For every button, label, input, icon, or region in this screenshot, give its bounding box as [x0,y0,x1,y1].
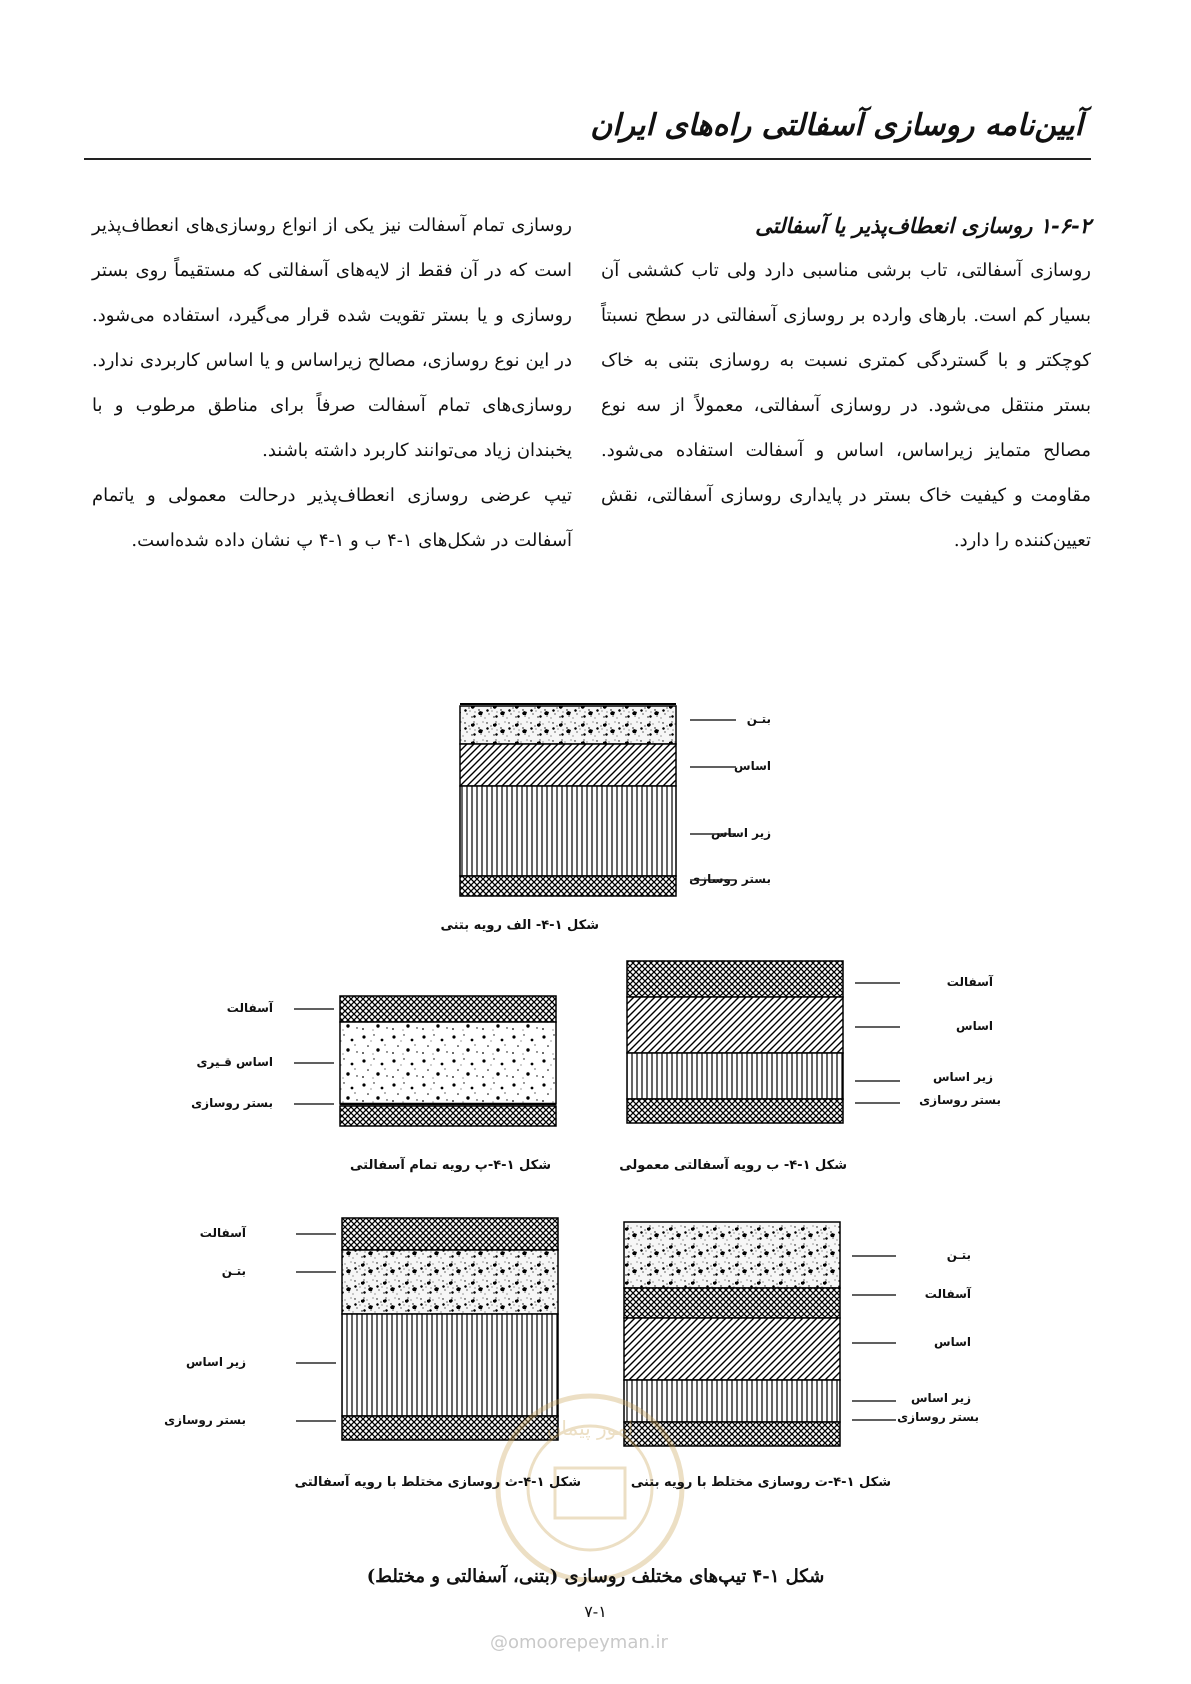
figure-be-label-4: بستر روسازی [919,1093,1001,1107]
figure-be-label-3: زیر اساس [932,1070,993,1084]
figure-se-label-4: بستر روسازی [164,1413,246,1427]
figure-be-layer-subgrade [627,1099,843,1123]
figure-pe [294,996,556,1126]
figure-be-label-2: اساس [956,1019,993,1033]
figure-alef-label-2: اساس [734,759,771,773]
figure-te-label-4: زیر اساس [910,1391,971,1405]
figure-alef-layer-subgrade [460,876,676,896]
figure-te [624,1222,896,1446]
figure-se-layer-concrete [342,1250,558,1314]
figure-se-label-2: بتـن [221,1264,246,1278]
figure-pe-caption: شکل ۱-۴-پ رویه تمام آسفالتی [350,1158,551,1173]
figure-se-label-1: آسفالت [199,1226,246,1240]
figure-se-label-3: زیر اساس [185,1355,246,1369]
figure-te-label-3: اساس [934,1335,971,1349]
figure-se-layer-subbase [342,1314,558,1416]
figure-be-layer-asphalt [627,961,843,997]
figure-be-layer-subbase [627,1053,843,1099]
page-number: ۷-۱ [584,1602,607,1621]
left-paragraph-2-text: تیپ عرضی روسازی انعطاف‌پذیر درحالت معمولی و یاتمام آسفالت در شکل‌های ۱-۴ ب و ۱-۴ پ نشان داده شده‌است. [92,485,572,551]
figure-be [627,961,900,1123]
figure-pe-label-2: اساس قـیری [196,1055,273,1069]
page-header-title: آیین‌نامه روسازی آسفالتی راه‌های ایران [590,108,1083,143]
figure-te-label-2: آسفالت [924,1287,971,1301]
figure-se-layer-asphalt [342,1218,558,1250]
figure-se [296,1218,558,1440]
figure-alef-layer-concrete [460,706,676,744]
figure-be-caption: شکل ۱-۴- ب رویه آسفالتی معمولی [619,1158,847,1173]
figure-te-layer-concrete [624,1222,840,1288]
figure-te-label-1: بتـن [946,1248,971,1262]
figure-te-label-5: بستر روسازی [897,1410,979,1424]
section-heading: ۱-۶-۲ روسازی انعطاف‌پذیر یا آسفالتی [755,213,1091,238]
figure-se-caption: شکل ۱-۴-ث روسازی مختلط با رویه آسفالتی [294,1475,581,1490]
figure-te-layer-subbase [624,1380,840,1422]
figure-pe-label-1: آسفالت [226,1001,273,1015]
figure-pe-layer-bitumen-base [340,1022,556,1104]
figure-alef-label-3: زیر اساس [710,826,771,840]
left-paragraph-1-text: روسازی تمام آسفالت نیز یکی از انواع روسازی‌های انعطاف‌پذیر است که در آن فقط از لایه‌های آسفالتی که مستقیماً روی بستر روسازی و یا بستر تقویت شده قرار می‌گیرد، استفاده می‌شود. در این نوع روسازی، مصالح زیراساس و یا اساس کاربردی ندارد. روسازی‌های تمام آسفالت صرفاً برای مناطق مرطوب و با یخبندان زیاد می‌توانند کاربرد داشته باشند. [92,215,572,461]
figure-alef [460,704,736,896]
main-figure-caption: شکل ۱-۴ تیپ‌های مختلف روسازی (بتنی، آسفالتی و مختلط) [366,1566,825,1587]
figure-be-label-1: آسفالت [946,975,993,989]
figure-be-layer-base [627,997,843,1053]
figure-pe-label-3: بستر روسازی [191,1096,273,1110]
figure-alef-layer-base [460,744,676,786]
figure-te-layer-asphalt [624,1288,840,1318]
figure-alef-label-4: بستر روسازی [689,872,771,886]
figure-alef-caption: شکل ۱-۴- الف رویه بتنی [440,918,599,933]
watermark-text: @omoorepeyman.ir [490,1632,668,1653]
figure-te-layer-base [624,1318,840,1380]
figure-alef-label-1: بتـن [746,712,771,726]
figure-pe-layer-subgrade [340,1106,556,1126]
right-paragraph-text: روسازی آسفالتی، تاب برشی مناسبی دارد ولی تاب کششی آن بسیار کم است. بارهای وارده بر روسازی آسفالتی در سطح نسبتاً کوچکتر و با گستردگی کمتری نسبت به روسازی بتنی به خاک بستر منتقل می‌شود. در روسازی آسفالتی، معمولاً از سه نوع مصالح متمایز زیراساس، اساس و آسفالت استفاده می‌شود. مقاومت و کیفیت خاک بستر در پایداری روسازی آسفالتی، نقش تعیین‌کننده را دارد. [601,260,1091,551]
figure-pe-layer-asphalt [340,996,556,1022]
figure-te-caption: شکل ۱-۴-ت روسازی مختلط با رویه بتنی [630,1475,891,1490]
seal-text: امور پیمان [546,1416,634,1440]
figure-alef-layer-subbase [460,786,676,876]
